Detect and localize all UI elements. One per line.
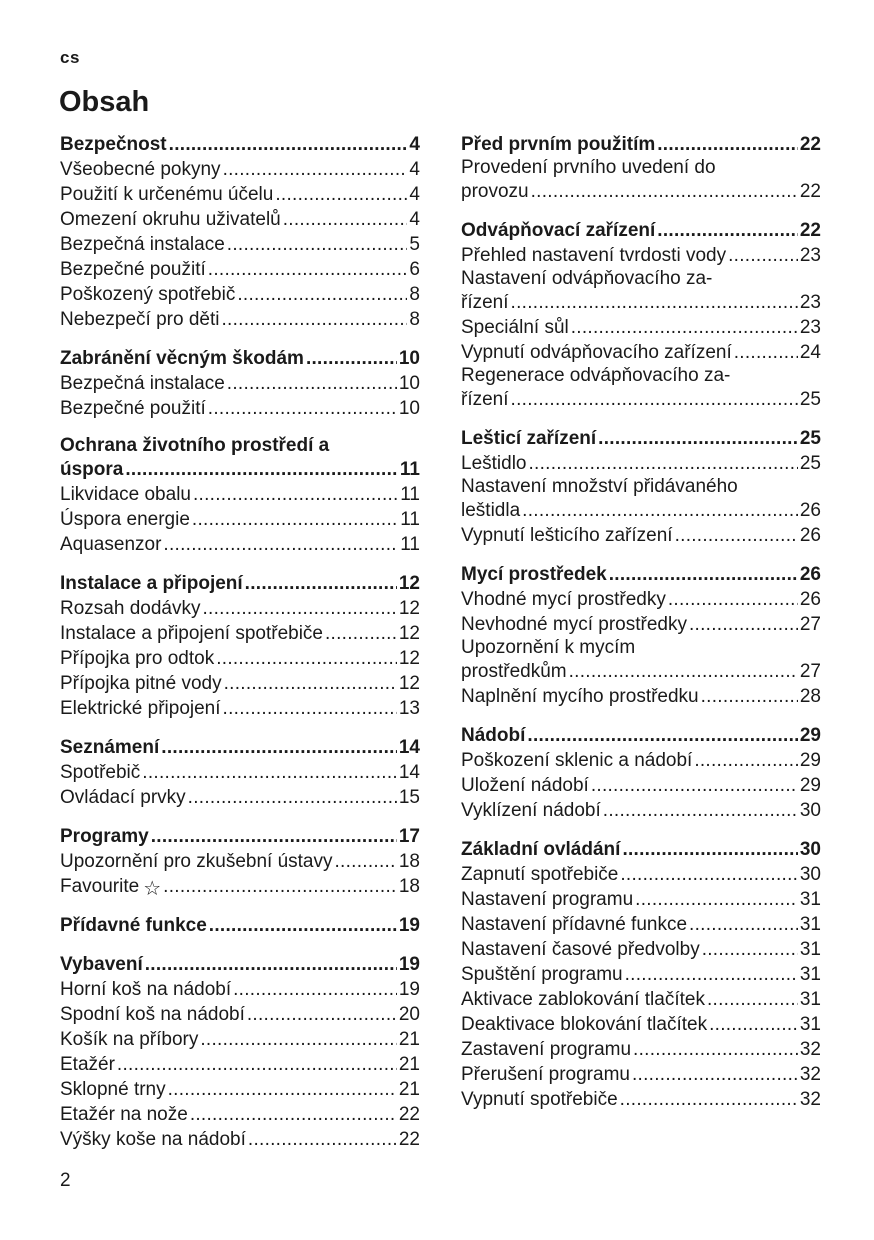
dot-leader [531,179,798,204]
toc-entry[interactable] [60,596,420,621]
toc-entry[interactable] [461,962,821,987]
toc-entry[interactable] [60,760,420,785]
dot-leader [227,371,397,396]
toc-entry[interactable] [60,1127,420,1152]
dot-leader [702,937,798,962]
toc-left-column [60,132,420,1166]
entry-title: Omezení okruhu uživatelů [60,209,281,230]
dot-leader [689,612,798,637]
page-ref: 30 [799,839,821,860]
toc-entry[interactable] [60,307,420,332]
toc-entry[interactable] [60,507,420,532]
toc-entry[interactable] [60,671,420,696]
page-ref: 25 [799,428,821,449]
entry-title: Favourite [60,876,140,897]
dot-leader [633,1037,798,1062]
toc-entry[interactable] [60,785,420,810]
page-ref: 15 [398,787,420,808]
dot-leader [208,257,408,282]
section-title: Instalace a připojení [60,573,243,594]
toc-section-myci [461,562,821,709]
entry-title: Vypnutí spotřebiče [461,1089,618,1110]
page-ref: 31 [799,939,821,960]
page-ref: 18 [398,851,420,872]
language-code: cs [60,48,80,67]
entry-title: Použití k určenému účelu [60,184,274,205]
dot-leader [734,340,798,365]
dot-leader [709,1012,798,1037]
dot-leader [202,596,396,621]
toc-section-heading[interactable] [60,132,420,157]
dot-leader [222,307,408,332]
entry-title: Nastavení přídavné funkce [461,914,688,935]
page-ref: 8 [409,309,420,330]
toc-section-heading[interactable] [461,132,821,157]
dot-leader [223,157,408,182]
dot-leader [325,621,397,646]
section-title-line1: Ochrana životního prostředí a [60,435,330,456]
entry-title: Bezpečné použití [60,398,206,419]
toc-entry[interactable] [461,937,821,962]
dot-leader [209,913,397,938]
page-ref: 14 [398,762,420,783]
entry-title: Vyklízení nádobí [461,800,601,821]
toc-entry[interactable] [461,798,821,823]
entry-title: Spodní koš na nádobí [60,1004,245,1025]
toc-section-heading[interactable] [60,346,420,371]
toc-entry[interactable] [461,659,821,684]
dot-leader [707,987,798,1012]
page-ref: 14 [398,737,420,758]
toc-entry[interactable] [60,1102,420,1127]
dot-leader [620,862,797,887]
toc-entry[interactable] [60,977,420,1002]
dot-leader [728,243,798,268]
entry-title: Všeobecné pokyny [60,159,221,180]
section-title: Lešticí zařízení [461,428,597,449]
toc-section-zakladni [461,837,821,1112]
entry-title: řízení [461,292,509,313]
page-ref: 32 [799,1089,821,1110]
dot-leader [142,760,397,785]
dot-leader [522,498,798,523]
page-ref: 12 [398,648,420,669]
toc-section-heading[interactable] [461,426,821,451]
entry-title: Přehled nastavení tvrdosti vody [461,245,727,266]
dot-leader [190,1102,397,1127]
toc-entry[interactable] [60,532,420,557]
page-ref: 29 [799,775,821,796]
toc-entry[interactable] [60,157,420,182]
dot-leader [248,1127,397,1152]
page-ref: 4 [409,134,420,155]
entry-title: Uložení nádobí [461,775,589,796]
toc-entry[interactable] [461,887,821,912]
dot-leader [192,507,398,532]
dot-leader [689,912,798,937]
section-title: Seznámení [60,737,160,758]
entry-title: Bezpečná instalace [60,234,225,255]
entry-title: Spuštění programu [461,964,623,985]
entry-title: Košík na příbory [60,1029,199,1050]
toc-section-instalace [60,571,420,721]
toc-entry[interactable] [461,451,821,476]
page-ref: 26 [799,500,821,521]
entry-title: Poškození sklenic a nádobí [461,750,693,771]
page-ref: 8 [409,284,420,305]
toc-section-programy [60,824,420,899]
entry-title: Vypnutí lešticího zařízení [461,525,673,546]
page-ref: 31 [799,1014,821,1035]
entry-title: Aquasenzor [60,534,162,555]
dot-leader [163,874,397,899]
toc-section-heading[interactable] [461,218,821,243]
entry-title: Bezpečné použití [60,259,206,280]
section-title: Zabránění věcným škodám [60,348,304,369]
entry-title: Nebezpečí pro děti [60,309,220,330]
entry-title: Vhodné mycí prostředky [461,589,666,610]
section-title: Nádobí [461,725,526,746]
page-ref: 23 [799,292,821,313]
dot-leader [694,748,798,773]
dot-leader [233,977,397,1002]
page-ref: 5 [409,234,420,255]
dot-leader [701,684,798,709]
entry-title: prostředkům [461,661,567,682]
page-ref: 25 [799,389,821,410]
dot-leader [193,482,398,507]
page-ref: 12 [398,598,420,619]
page-ref: 13 [398,698,420,719]
page-ref: 19 [398,915,420,936]
page-ref: 31 [799,889,821,910]
dot-leader [622,837,797,862]
entry-title-line1: Regenerace odvápňovacího za- [461,365,731,386]
page-ref: 4 [409,184,420,205]
dot-leader [625,962,798,987]
dot-leader [275,182,407,207]
dot-leader [306,346,397,371]
toc-entry[interactable] [461,1012,821,1037]
page-ref: 31 [799,914,821,935]
entry-title: Naplnění mycího prostředku [461,686,699,707]
toc-section-bezpecnost [60,132,420,332]
page-ref: 22 [799,181,821,202]
star-icon: ☆ [143,878,162,900]
page-ref: 26 [799,525,821,546]
page-ref: 11 [400,509,420,530]
toc-section-odvapnovaci [461,218,821,412]
toc-entry[interactable] [461,684,821,709]
page-ref: 12 [398,573,420,594]
toc-section-heading[interactable] [461,562,821,587]
page-ref: 4 [409,159,420,180]
entry-title: Přípojka pitné vody [60,673,222,694]
section-title: Mycí prostředek [461,564,607,585]
section-title: úspora [60,459,124,480]
page-ref: 17 [398,826,420,847]
entry-title: Poškozený spotřebič [60,284,236,305]
page-ref: 12 [398,673,420,694]
toc-entry[interactable] [461,523,821,548]
section-title: Bezpečnost [60,134,167,155]
entry-title: Přípojka pro odtok [60,648,215,669]
toc-entry[interactable] [461,987,821,1012]
dot-leader [657,218,798,243]
page-ref: 21 [398,1029,420,1050]
page-ref: 32 [799,1039,821,1060]
dot-leader [200,1027,397,1052]
page-ref: 10 [398,373,420,394]
dot-leader [571,315,798,340]
entry-title-line1: Nastavení odvápňovacího za- [461,268,713,289]
page-ref: 6 [409,259,420,280]
dot-leader [283,207,408,232]
dot-leader [591,773,798,798]
entry-title: leštidla [461,500,521,521]
page-title: Obsah [59,86,150,118]
dot-leader [635,887,798,912]
dot-leader [227,232,408,257]
toc-entry[interactable] [461,748,821,773]
page-ref: 28 [799,686,821,707]
entry-title: Rozsah dodávky [60,598,201,619]
page-ref: 26 [799,564,821,585]
toc-entry[interactable] [60,232,420,257]
toc-section-heading[interactable] [60,571,420,596]
dot-leader [511,290,798,315]
toc-section-heading[interactable] [60,913,420,938]
dot-leader [675,523,798,548]
page-ref: 4 [409,209,420,230]
toc-entry[interactable] [60,849,420,874]
dot-leader [247,1002,397,1027]
toc-entry[interactable] [461,612,821,637]
toc-entry[interactable] [60,1027,420,1052]
toc-entry[interactable] [60,482,420,507]
entry-title: Spotřebič [60,762,141,783]
page-ref: 18 [398,876,420,897]
dot-leader [529,451,798,476]
dot-leader [223,696,397,721]
toc-entry[interactable] [461,862,821,887]
dot-leader [169,132,408,157]
dot-leader [163,532,398,557]
page-ref: 23 [799,245,821,266]
entry-title: Speciální sůl [461,317,569,338]
dot-leader [657,132,798,157]
page-ref: 29 [799,725,821,746]
entry-title-line1: Provedení prvního uvedení do [461,157,716,178]
dot-leader [208,396,397,421]
toc-entry[interactable] [60,646,420,671]
page-ref: 12 [398,623,420,644]
dot-leader [125,457,398,482]
toc-entry[interactable] [461,912,821,937]
dot-leader [603,798,798,823]
toc-entry[interactable] [461,315,821,340]
toc-right-column [461,132,821,1126]
entry-title: Přerušení programu [461,1064,630,1085]
page-ref: 31 [799,989,821,1010]
toc-entry[interactable] [461,1037,821,1062]
dot-leader [117,1052,397,1077]
entry-title: Etažér [60,1054,115,1075]
page-ref: 19 [398,954,420,975]
entry-title: Etažér na nože [60,1104,188,1125]
toc-section-heading[interactable] [60,824,420,849]
entry-title: Úspora energie [60,509,190,530]
page-ref: 22 [398,1129,420,1150]
page-ref: 32 [799,1064,821,1085]
dot-leader [168,1077,397,1102]
page-ref: 10 [398,348,420,369]
toc-entry[interactable] [461,498,821,523]
dot-leader [151,824,397,849]
page-ref: 27 [799,614,821,635]
section-title: Odvápňovací zařízení [461,220,656,241]
page-ref: 30 [799,800,821,821]
entry-title: Horní koš na nádobí [60,979,232,1000]
toc-entry[interactable] [60,874,420,899]
toc-entry[interactable] [461,387,821,412]
toc-entry[interactable] [60,1077,420,1102]
toc-section-heading[interactable] [60,457,420,482]
toc-section-skody [60,346,420,421]
toc-entry[interactable] [60,1052,420,1077]
dot-leader [216,646,397,671]
page-ref: 22 [799,220,821,241]
toc-section-heading[interactable] [461,837,821,862]
entry-title: Zapnutí spotřebiče [461,864,619,885]
dot-leader [161,735,397,760]
entry-title: Zastavení programu [461,1039,632,1060]
section-title: Přídavné funkce [60,915,207,936]
dot-leader [620,1087,798,1112]
page-ref: 22 [799,134,821,155]
page-ref: 11 [400,484,420,505]
page-ref: 25 [799,453,821,474]
toc-section-pridavne [60,913,420,938]
page-ref: 10 [398,398,420,419]
page-ref: 30 [799,864,821,885]
dot-leader [527,723,797,748]
section-title: Základní ovládání [461,839,621,860]
dot-leader [609,562,798,587]
toc-entry[interactable] [461,773,821,798]
toc-entry[interactable] [461,290,821,315]
toc-section-lestici [461,426,821,548]
entry-title: provozu [461,181,529,202]
dot-leader [598,426,798,451]
section-title: Před prvním použitím [461,134,656,155]
toc-entry[interactable] [60,282,420,307]
page-ref: 20 [398,1004,420,1025]
toc-entry[interactable] [60,182,420,207]
entry-title: Výšky koše na nádobí [60,1129,246,1150]
entry-title: Nastavení programu [461,889,634,910]
toc-entry[interactable] [60,207,420,232]
toc-entry[interactable] [60,696,420,721]
entry-title: Upozornění pro zkušební ústavy [60,851,333,872]
entry-title: Likvidace obalu [60,484,191,505]
page-ref: 29 [799,750,821,771]
toc-entry[interactable] [60,371,420,396]
toc-section-heading[interactable] [60,952,420,977]
entry-title: Nevhodné mycí prostředky [461,614,687,635]
entry-title: Aktivace zablokování tlačítek [461,989,705,1010]
dot-leader [335,849,397,874]
dot-leader [145,952,397,977]
dot-leader [569,659,798,684]
toc-entry[interactable] [461,340,821,365]
page-number: 2 [60,1170,71,1191]
toc-section-nadobi [461,723,821,823]
toc-entry[interactable] [461,243,821,268]
toc-section-vybaveni [60,952,420,1152]
entry-title: Nastavení časové předvolby [461,939,700,960]
toc-section-heading[interactable] [60,735,420,760]
page-ref: 11 [400,534,420,555]
dot-leader [245,571,397,596]
entry-title: Ovládací prvky [60,787,186,808]
toc-entry[interactable] [60,621,420,646]
page-ref: 26 [799,589,821,610]
entry-title: řízení [461,389,509,410]
toc-entry[interactable] [60,257,420,282]
toc-entry[interactable] [461,179,821,204]
toc-entry[interactable] [60,1002,420,1027]
toc-entry[interactable] [60,396,420,421]
page-ref: 24 [799,342,821,363]
dot-leader [224,671,397,696]
page-ref: 23 [799,317,821,338]
entry-title: Deaktivace blokování tlačítek [461,1014,708,1035]
dot-leader [188,785,397,810]
page-ref: 27 [799,661,821,682]
toc-section-seznameni [60,735,420,810]
section-title: Vybavení [60,954,143,975]
entry-title: Vypnutí odvápňovacího zařízení [461,342,732,363]
entry-title-line1: Nastavení množství přidávaného [461,476,738,497]
entry-title: Sklopné trny [60,1079,166,1100]
entry-title: Instalace a připojení spotřebiče [60,623,323,644]
entry-title-line1: Upozornění k mycím [461,637,636,658]
entry-title: Elektrické připojení [60,698,221,719]
entry-title: Leštidlo [461,453,527,474]
toc-entry[interactable] [461,587,821,612]
entry-title: Bezpečná instalace [60,373,225,394]
dot-leader [668,587,798,612]
page-ref: 21 [398,1079,420,1100]
toc-entry[interactable] [461,1062,821,1087]
page-ref: 21 [398,1054,420,1075]
dot-leader [511,387,798,412]
toc-entry[interactable] [461,1087,821,1112]
page-ref: 31 [799,964,821,985]
dot-leader [632,1062,798,1087]
toc-section-heading[interactable] [461,723,821,748]
toc-section-pred [461,132,821,204]
toc-section-ochrana [60,435,420,557]
page-ref: 11 [399,459,420,480]
page-ref: 22 [398,1104,420,1125]
page-ref: 19 [398,979,420,1000]
dot-leader [237,282,407,307]
section-title: Programy [60,826,149,847]
